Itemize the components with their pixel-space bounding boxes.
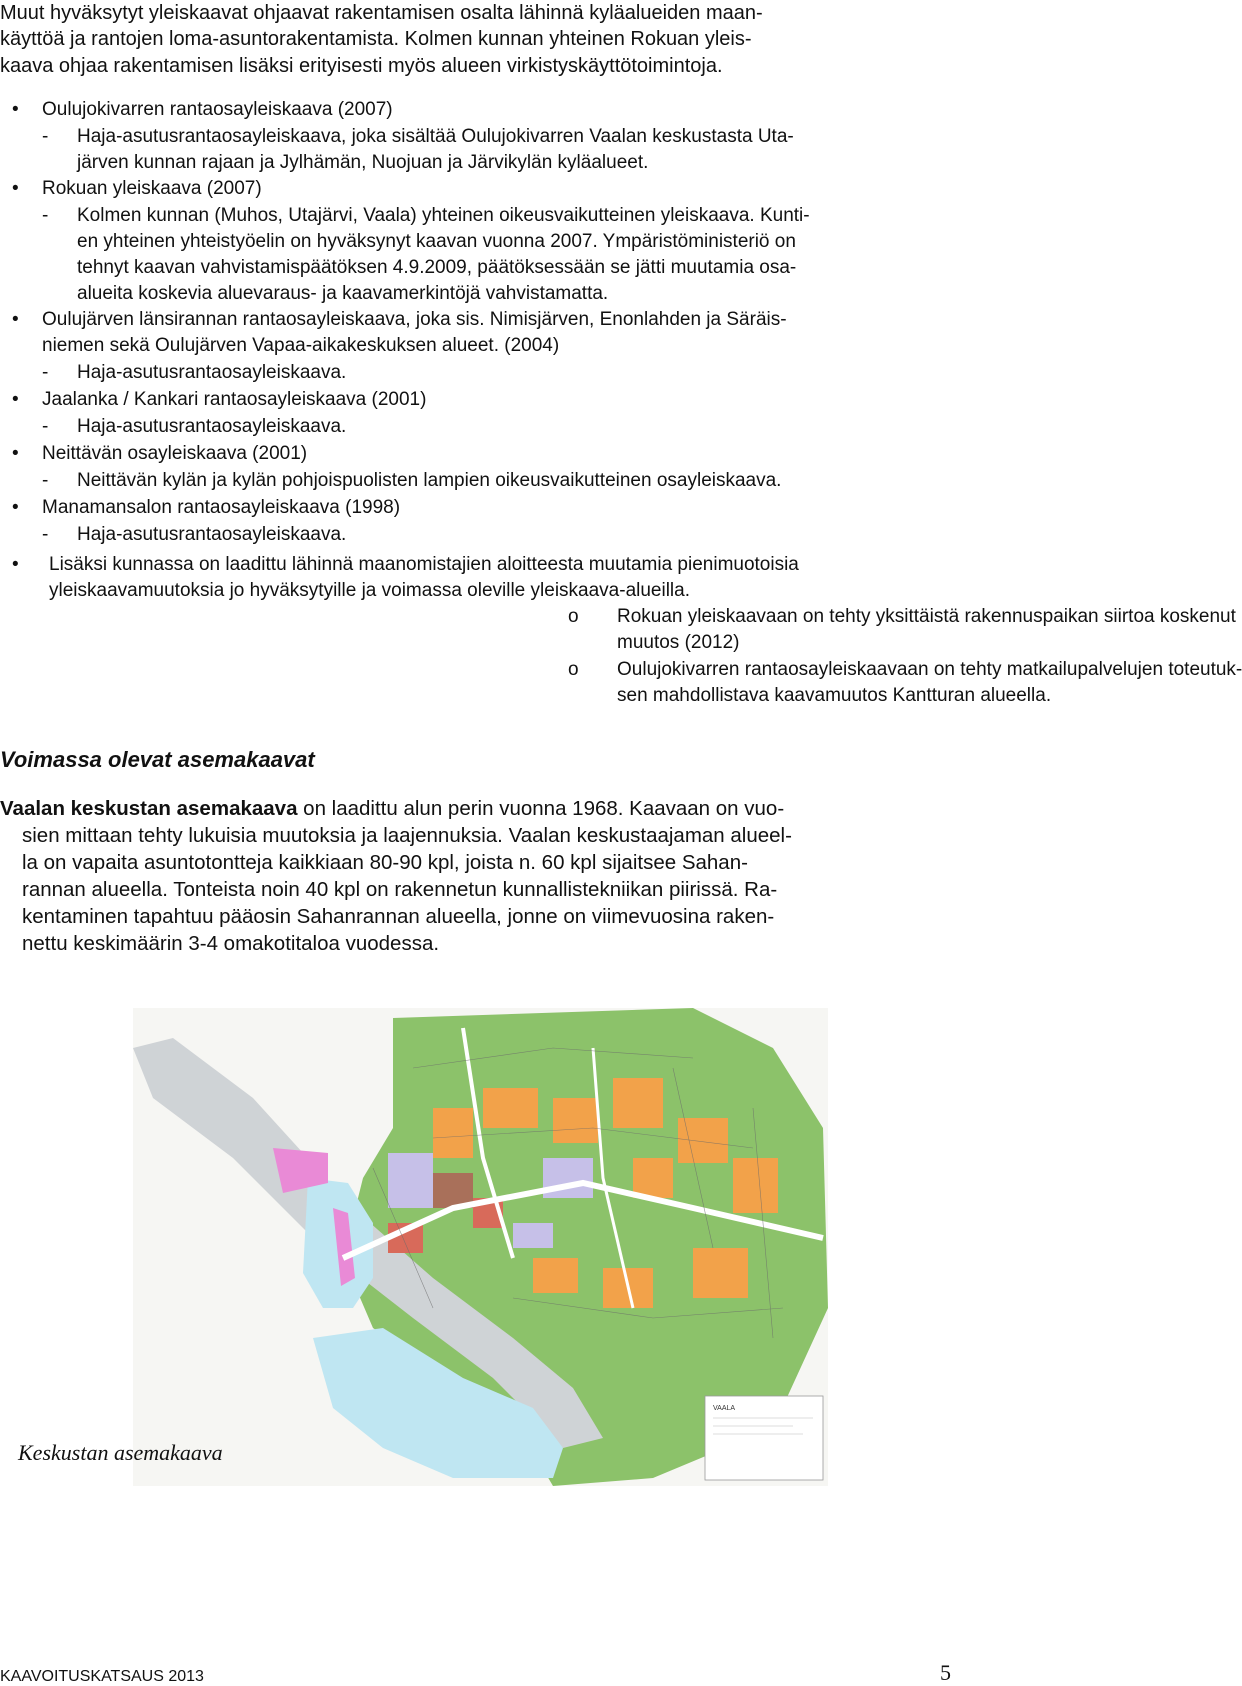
town-plan-map [133,1008,828,1486]
keskusta-line: kentaminen tapahtuu pääosin Sahanrannan alueella, jonne on viimevuosina raken- [22,905,775,928]
bullet-icon: • [12,389,19,410]
plan-desc: järven kunnan rajaan ja Jylhämän, Nuojuan ja Järvikylän kyläalueet. [77,152,649,173]
plan-desc: tehnyt kaavan vahvistamispäätöksen 4.9.2009, päätöksessään se jätti muutamia osa- [77,257,797,278]
bullet-icon: • [12,497,19,518]
plan-title: Oulujärven länsirannan rantaosayleiskaava, joka sis. Nimisjärven, Enonlahden ja Säräis- [42,309,787,330]
sub-item-line: Rokuan yleiskaavaan on tehty yksittäistä rakennuspaikan siirtoa koskenut [617,606,1236,627]
plan-desc: Neittävän kylän ja kylän pohjoispuolisten lampien oikeusvaikutteinen osayleiskaava. [77,470,782,491]
circle-bullet-icon: o [568,659,579,680]
bullet-icon: • [12,99,19,120]
dash-icon: - [42,524,49,545]
section-heading: Voimassa olevat asemakaavat [0,747,315,772]
plan-title: Oulujokivarren rantaosayleiskaava (2007) [42,99,393,120]
keskusta-line: la on vapaita asuntotontteja kaikkiaan 80-90 kpl, joista n. 60 kpl sijaitsee Sahan- [22,851,748,874]
plan-desc: Haja-asutusrantaosayleiskaava. [77,362,347,383]
dash-icon: - [42,205,49,226]
plan-desc: Kolmen kunnan (Muhos, Utajärvi, Vaala) yhteinen oikeusvaikutteinen yleiskaava. Kunti- [77,205,810,226]
bullet-icon: • [12,443,19,464]
dash-icon: - [42,362,49,383]
dash-icon: - [42,416,49,437]
dash-icon: - [42,126,49,147]
bullet-icon: • [12,178,19,199]
dash-icon: - [42,470,49,491]
keskusta-first-rest: on laadittu alun perin vuonna 1968. Kaavaan on vuo- [297,797,785,820]
plan-title: Jaalanka / Kankari rantaosayleiskaava (2001) [42,389,427,410]
bullet-icon: • [12,554,19,575]
plan-desc: Haja-asutusrantaosayleiskaava, joka sisältää Oulujokivarren Vaalan keskustasta Uta- [77,126,794,147]
plan-desc: alueita koskevia aluevaraus- ja kaavamerkintöjä vahvistamatta. [77,283,609,304]
plan-title: Rokuan yleiskaava (2007) [42,178,262,199]
keskusta-line: sien mittaan tehty lukuisia muutoksia ja laajennuksia. Vaalan keskustaajaman alueel- [22,824,792,847]
circle-bullet-icon: o [568,606,579,627]
intro-line-2: käyttöä ja rantojen loma-asuntorakentamista. Kolmen kunnan yhteinen Rokuan yleis- [0,28,752,50]
page-number: 5 [940,1660,951,1685]
plan-desc: en yhteinen yhteistyöelin on hyväksynyt kaavan vuonna 2007. Ympäristöministeriö on [77,231,796,252]
svg-text:VAALA: VAALA [713,1405,736,1412]
lisaksi-line-2: yleiskaavamuutoksia jo hyväksytyille ja voimassa oleville yleiskaava-alueilla. [49,580,690,601]
lisaksi-line-1: Lisäksi kunnassa on laadittu lähinnä maanomistajien aloitteesta muutamia pienimuotoisia [49,554,799,575]
plan-title: Neittävän osayleiskaava (2001) [42,443,308,464]
plan-title-cont: niemen sekä Oulujärven Vapaa-aikakeskuksen alueet. (2004) [42,335,560,356]
footer: KAAVOITUSKATSAUS 2013 [0,1668,204,1685]
sub-item-line: sen mahdollistava kaavamuutos Kantturan alueella. [617,685,1052,706]
plan-desc: Haja-asutusrantaosayleiskaava. [77,524,347,545]
bullet-icon: • [12,309,19,330]
intro-line-3: kaava ohjaa rakentamisen lisäksi erityisesti myös alueen virkistyskäyttötoimintoja. [0,55,723,77]
intro-line-1: Muut hyväksytyt yleiskaavat ohjaavat rakentamisen osalta lähinnä kyläalueiden maan- [0,2,763,24]
sub-item-line: muutos (2012) [617,632,740,653]
keskusta-line: rannan alueella. Tonteista noin 40 kpl on rakennetun kunnallistekniikan piirissä. Ra- [22,878,778,901]
plan-desc: Haja-asutusrantaosayleiskaava. [77,416,347,437]
sub-item-line: Oulujokivarren rantaosayleiskaavaan on tehty matkailupalvelujen toteutuk- [617,659,1242,680]
plan-title: Manamansalon rantaosayleiskaava (1998) [42,497,401,518]
keskusta-line-1 [0,796,784,822]
keskusta-bold: Vaalan keskustan asemakaava [0,797,298,820]
map-caption: Keskustan asemakaava [18,1440,223,1465]
keskusta-line: nettu keskimäärin 3-4 omakotitaloa vuodessa. [22,932,440,955]
